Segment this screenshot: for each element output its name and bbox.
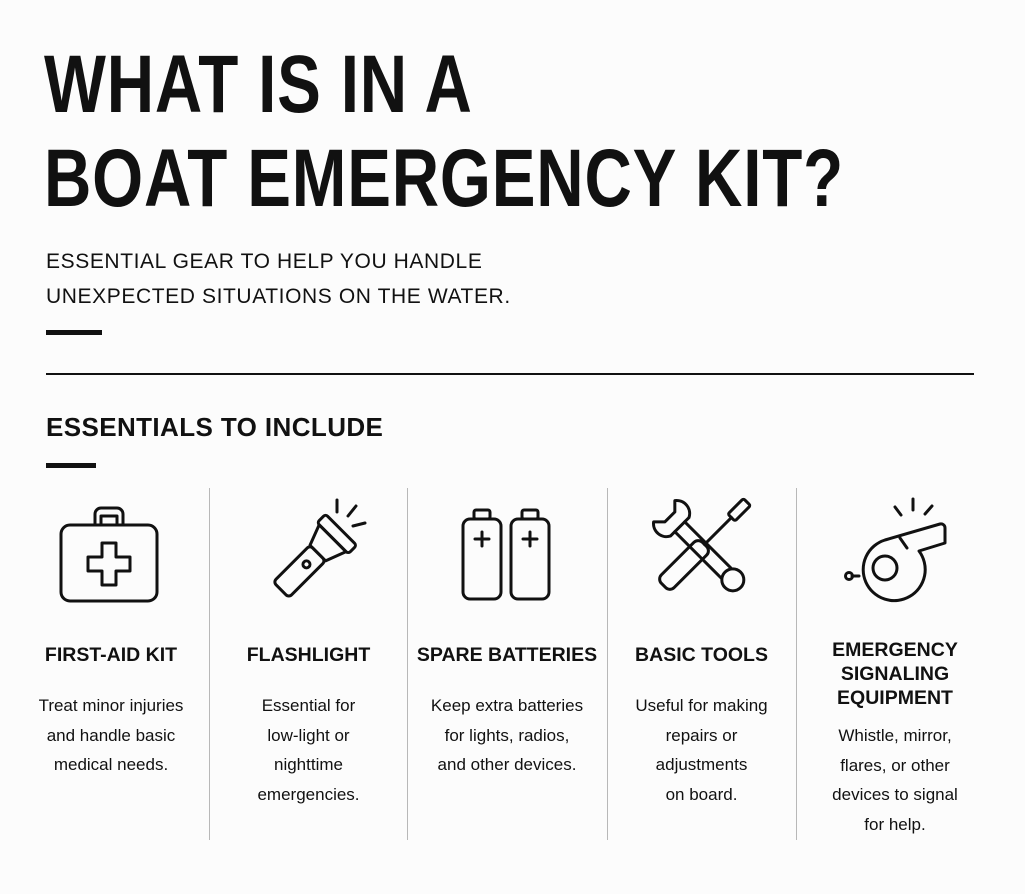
essential-item-basic-tools bbox=[608, 488, 795, 840]
item-description: Keep extra batteries for lights, radios, and other devices. bbox=[430, 696, 584, 774]
item-description: Essential for low-light or nighttime emergencies. bbox=[257, 696, 360, 804]
flashlight-icon bbox=[210, 488, 407, 618]
subtitle-line-1: ESSENTIAL GEAR TO HELP YOU HANDLE bbox=[46, 250, 483, 273]
first-aid-kit-icon bbox=[14, 488, 208, 618]
essential-item-signaling-equipment bbox=[797, 488, 993, 840]
item-title: FIRST-AID KIT bbox=[44, 644, 178, 666]
essential-item-spare-batteries bbox=[408, 488, 606, 840]
item-title: FLASHLIGHT bbox=[246, 644, 371, 666]
page-title-line-2: BOAT EMERGENCY KIT? bbox=[44, 133, 844, 224]
item-description: Useful for making repairs or adjustments on board. bbox=[635, 696, 768, 804]
accent-bar bbox=[46, 330, 102, 335]
whistle-icon bbox=[797, 488, 993, 618]
page-title-line-1: WHAT IS IN A bbox=[44, 39, 473, 130]
item-description: Whistle, mirror, flares, or other devices to signal for help. bbox=[832, 726, 958, 834]
section-heading: ESSENTIALS TO INCLUDE bbox=[46, 412, 384, 442]
item-title: SPARE BATTERIES bbox=[416, 644, 598, 666]
tools-icon bbox=[608, 488, 795, 618]
item-title: BASIC TOOLS bbox=[635, 644, 768, 666]
section-accent-bar bbox=[46, 463, 96, 468]
essential-item-first-aid-kit bbox=[14, 488, 208, 840]
item-description: Treat minor injuries and handle basic medical needs. bbox=[38, 696, 184, 774]
subtitle-line-2: UNEXPECTED SITUATIONS ON THE WATER. bbox=[46, 285, 511, 308]
page-subtitle bbox=[46, 244, 511, 314]
essential-item-flashlight bbox=[210, 488, 407, 840]
batteries-icon bbox=[408, 488, 606, 618]
item-title: EMERGENCY SIGNALING EQUIPMENT bbox=[832, 639, 958, 709]
section-divider bbox=[46, 373, 974, 375]
page-title bbox=[44, 38, 844, 226]
